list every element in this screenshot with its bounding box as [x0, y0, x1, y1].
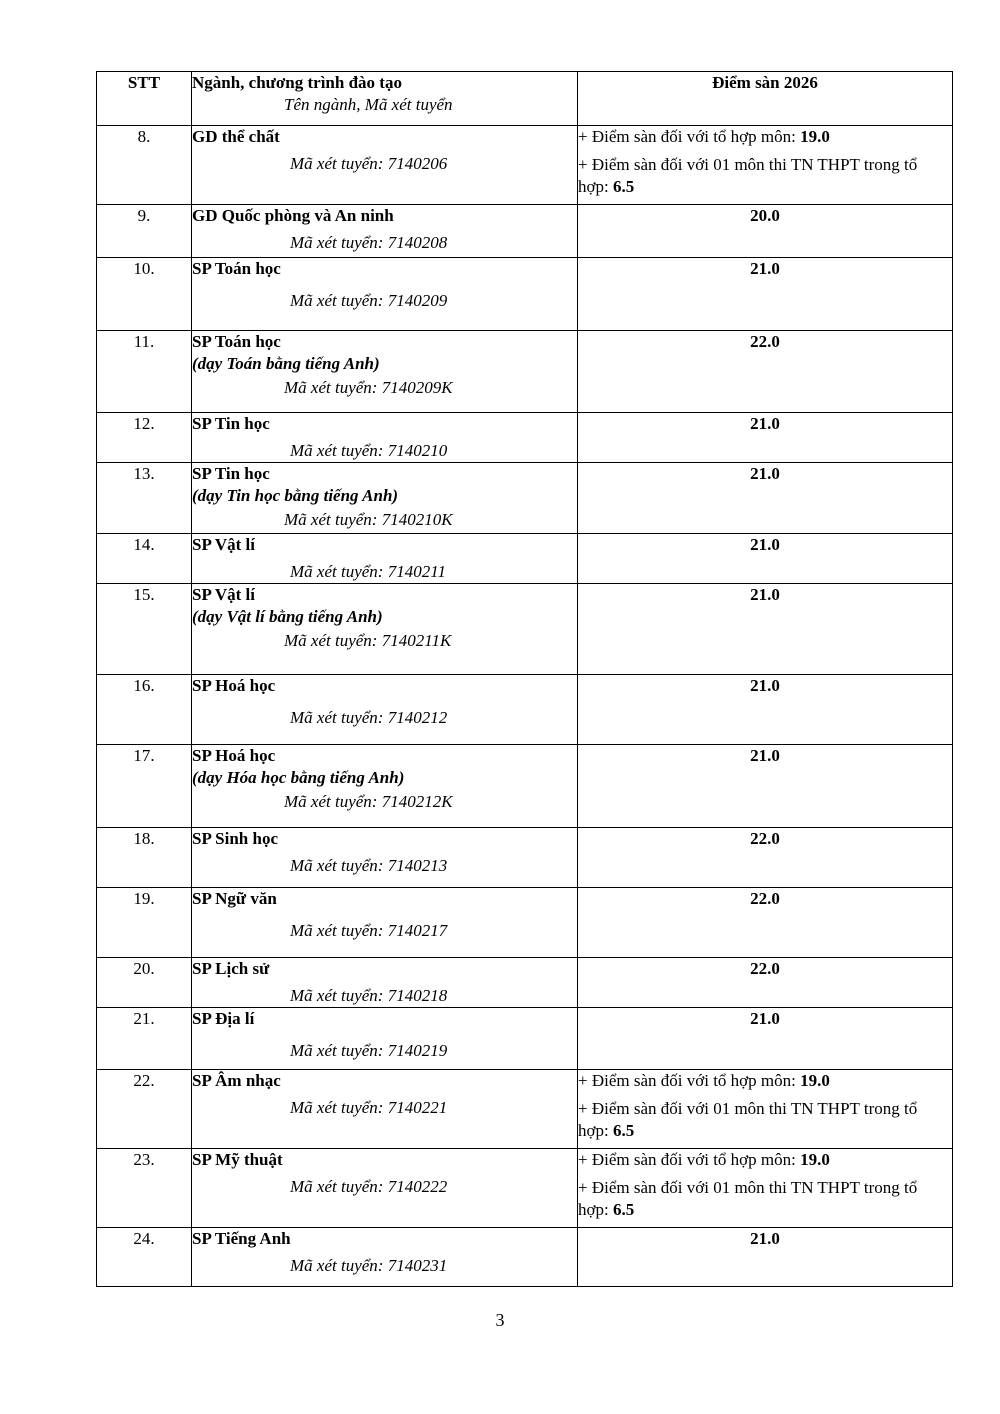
program-code-value: 7140218	[387, 986, 448, 1005]
row-program	[192, 888, 578, 958]
page-number: 3	[495, 1310, 505, 1330]
program-code-prefix: Mã xét tuyển:	[290, 291, 384, 310]
header-program	[192, 72, 578, 126]
row-score: 21.0	[578, 584, 953, 675]
program-code-value: 7140212K	[381, 792, 453, 811]
table-row	[97, 413, 953, 463]
row-stt: 22.	[97, 1070, 192, 1149]
program-code	[192, 232, 577, 254]
program-name: SP Hoá học	[192, 676, 276, 695]
program-code-prefix: Mã xét tuyển:	[284, 378, 378, 397]
program-subtitle: (dạy Toán bằng tiếng Anh)	[192, 354, 380, 373]
program-name: SP Tiếng Anh	[192, 1229, 291, 1248]
program-name: SP Vật lí	[192, 535, 255, 554]
program-code	[192, 1255, 577, 1277]
program-code-prefix: Mã xét tuyển:	[284, 792, 378, 811]
program-code-value: 7140209K	[381, 378, 453, 397]
program-code	[192, 855, 577, 877]
program-code-value: 7140210K	[381, 510, 453, 529]
score-note-value: 6.5	[612, 1121, 635, 1140]
row-stt: 12.	[97, 413, 192, 463]
row-score: 22.0	[578, 958, 953, 1008]
program-code	[192, 153, 577, 175]
row-stt: 17.	[97, 745, 192, 828]
row-stt: 20.	[97, 958, 192, 1008]
program-name: SP Hoá học	[192, 746, 276, 765]
row-stt: 13.	[97, 463, 192, 534]
score-note-text: + Điểm sàn đối với tổ hợp môn:	[578, 1071, 796, 1090]
program-name: SP Mỹ thuật	[192, 1150, 283, 1169]
row-score: 21.0	[578, 1228, 953, 1287]
row-score: 22.0	[578, 331, 953, 413]
row-stt: 16.	[97, 675, 192, 745]
row-stt: 9.	[97, 205, 192, 258]
row-program	[192, 958, 578, 1008]
program-code-value: 7140231	[387, 1256, 448, 1275]
program-code-prefix: Mã xét tuyển:	[290, 1177, 384, 1196]
row-score: 21.0	[578, 534, 953, 584]
row-score: 21.0	[578, 413, 953, 463]
score-table	[96, 71, 953, 1287]
row-score: 21.0	[578, 258, 953, 331]
program-name: SP Lịch sử	[192, 959, 270, 978]
score-note-text: + Điểm sàn đối với 01 môn thi TN THPT trong tổ hợp:	[578, 155, 918, 196]
program-code	[192, 377, 577, 399]
row-program	[192, 1149, 578, 1228]
program-code	[192, 791, 577, 813]
row-stt: 8.	[97, 126, 192, 205]
row-stt: 21.	[97, 1008, 192, 1070]
score-note-text: + Điểm sàn đối với tổ hợp môn:	[578, 127, 796, 146]
row-score-notes	[578, 1149, 953, 1228]
row-program	[192, 413, 578, 463]
header-stt: STT	[97, 72, 192, 126]
header-score: Điểm sàn 2026	[578, 72, 953, 126]
table-row	[97, 584, 953, 675]
row-program	[192, 1008, 578, 1070]
table-row	[97, 1070, 953, 1149]
program-name: SP Vật lí	[192, 585, 255, 604]
program-code-prefix: Mã xét tuyển:	[290, 708, 384, 727]
header-program-title: Ngành, chương trình đào tạo	[192, 73, 402, 92]
score-note	[578, 1098, 952, 1142]
row-stt: 15.	[97, 584, 192, 675]
program-name: SP Tin học	[192, 414, 270, 433]
score-note-value: 6.5	[612, 1200, 635, 1219]
row-stt: 24.	[97, 1228, 192, 1287]
program-name: SP Ngữ văn	[192, 889, 277, 908]
row-program	[192, 126, 578, 205]
row-program	[192, 258, 578, 331]
table-row	[97, 1008, 953, 1070]
program-code-value: 7140209	[387, 291, 448, 310]
table-row	[97, 463, 953, 534]
program-code	[192, 1040, 577, 1062]
program-name: GD thể chất	[192, 127, 280, 146]
program-code	[192, 707, 577, 729]
row-program	[192, 1228, 578, 1287]
table-row	[97, 888, 953, 958]
row-score: 21.0	[578, 675, 953, 745]
table-body	[97, 126, 953, 1287]
program-code	[192, 985, 577, 1007]
program-code-value: 7140222	[387, 1177, 448, 1196]
score-note-value: 19.0	[800, 127, 830, 146]
program-code-prefix: Mã xét tuyển:	[290, 233, 384, 252]
table-row	[97, 1149, 953, 1228]
program-code-prefix: Mã xét tuyển:	[290, 1041, 384, 1060]
table-row	[97, 331, 953, 413]
row-program	[192, 534, 578, 584]
score-note-text: + Điểm sàn đối với 01 môn thi TN THPT trong tổ hợp:	[578, 1099, 918, 1140]
program-subtitle: (dạy Tin học bằng tiếng Anh)	[192, 486, 399, 505]
program-name: SP Tin học	[192, 464, 270, 483]
program-code-prefix: Mã xét tuyển:	[290, 441, 384, 460]
row-score: 22.0	[578, 888, 953, 958]
program-subtitle: (dạy Vật lí bằng tiếng Anh)	[192, 607, 383, 626]
header-program-subtitle: Tên ngành, Mã xét tuyển	[284, 95, 453, 114]
program-code-value: 7140210	[387, 441, 448, 460]
row-stt: 19.	[97, 888, 192, 958]
row-program	[192, 331, 578, 413]
program-code-prefix: Mã xét tuyển:	[290, 154, 384, 173]
table-row	[97, 534, 953, 584]
row-stt: 18.	[97, 828, 192, 888]
program-name: GD Quốc phòng và An ninh	[192, 206, 394, 225]
row-stt: 11.	[97, 331, 192, 413]
score-note	[578, 1070, 952, 1092]
program-code	[192, 561, 577, 583]
table-row	[97, 258, 953, 331]
table-row	[97, 1228, 953, 1287]
program-name: SP Địa lí	[192, 1009, 255, 1028]
program-code	[192, 1097, 577, 1119]
program-code-prefix: Mã xét tuyển:	[290, 921, 384, 940]
table-row	[97, 745, 953, 828]
program-code-value: 7140206	[387, 154, 448, 173]
score-note-value: 6.5	[612, 177, 635, 196]
row-stt: 14.	[97, 534, 192, 584]
score-note-value: 19.0	[800, 1071, 830, 1090]
row-program	[192, 745, 578, 828]
score-note	[578, 126, 952, 148]
row-score-notes	[578, 126, 953, 205]
program-name: SP Âm nhạc	[192, 1071, 281, 1090]
score-note-text: + Điểm sàn đối với 01 môn thi TN THPT trong tổ hợp:	[578, 1178, 918, 1219]
table-row	[97, 828, 953, 888]
row-program	[192, 463, 578, 534]
row-score: 21.0	[578, 1008, 953, 1070]
program-code-value: 7140217	[387, 921, 448, 940]
program-name: SP Toán học	[192, 332, 281, 351]
row-program	[192, 828, 578, 888]
program-code	[192, 1176, 577, 1198]
score-note-text: + Điểm sàn đối với tổ hợp môn:	[578, 1150, 796, 1169]
program-code	[192, 920, 577, 942]
program-code-value: 7140211K	[381, 631, 452, 650]
row-program	[192, 675, 578, 745]
program-name: SP Sinh học	[192, 829, 278, 848]
table-header-row	[97, 72, 953, 126]
row-stt: 10.	[97, 258, 192, 331]
program-code	[192, 630, 577, 652]
program-code-prefix: Mã xét tuyển:	[284, 631, 378, 650]
program-subtitle: (dạy Hóa học bằng tiếng Anh)	[192, 768, 405, 787]
score-note	[578, 1149, 952, 1171]
table-row	[97, 205, 953, 258]
row-stt: 23.	[97, 1149, 192, 1228]
program-name: SP Toán học	[192, 259, 281, 278]
row-program	[192, 205, 578, 258]
program-code-prefix: Mã xét tuyển:	[290, 1098, 384, 1117]
row-score-notes	[578, 1070, 953, 1149]
program-code	[192, 440, 577, 462]
row-score: 21.0	[578, 463, 953, 534]
program-code-prefix: Mã xét tuyển:	[290, 562, 384, 581]
table-row	[97, 675, 953, 745]
score-note	[578, 154, 952, 198]
table-row	[97, 958, 953, 1008]
program-code-value: 7140221	[387, 1098, 448, 1117]
program-code-prefix: Mã xét tuyển:	[290, 1256, 384, 1275]
program-code	[192, 509, 577, 531]
program-code-value: 7140211	[387, 562, 446, 581]
program-code	[192, 290, 577, 312]
program-code-value: 7140208	[387, 233, 448, 252]
program-code-prefix: Mã xét tuyển:	[290, 986, 384, 1005]
row-score: 20.0	[578, 205, 953, 258]
row-score: 22.0	[578, 828, 953, 888]
row-score: 21.0	[578, 745, 953, 828]
program-code-prefix: Mã xét tuyển:	[284, 510, 378, 529]
row-program	[192, 584, 578, 675]
program-code-value: 7140213	[387, 856, 448, 875]
program-code-prefix: Mã xét tuyển:	[290, 856, 384, 875]
program-code-value: 7140212	[387, 708, 448, 727]
score-note-value: 19.0	[800, 1150, 830, 1169]
program-code-value: 7140219	[387, 1041, 448, 1060]
table-row	[97, 126, 953, 205]
row-program	[192, 1070, 578, 1149]
score-note	[578, 1177, 952, 1221]
